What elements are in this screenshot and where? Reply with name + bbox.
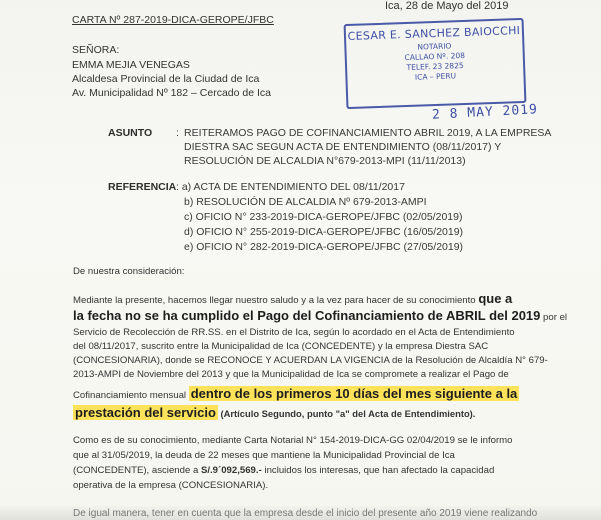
asunto-line-1: REITERAMOS PAGO DE COFINANCIAMIENTO ABRIL 2019, A LA EMPRESA (184, 127, 552, 139)
notary-street: CALLAO Nº. 208 (404, 50, 466, 63)
highlighted-service: prestación del servicio (75, 405, 216, 420)
notary-name: CESAR E. SANCHEZ BAIOCCHI (347, 24, 521, 44)
greeting: De nuestra consideración: (73, 266, 185, 277)
body-paragraph-1-line-1 (73, 291, 512, 306)
p2-text: incluidos los interesas, que han afectado la capacidad (261, 465, 495, 476)
received-date-stamp: 2 8 MAY 2019 (431, 102, 539, 123)
highlighted-deadline: dentro de los primeros 10 días del mes siguiente a la (190, 386, 518, 401)
notary-title: NOTARIO (417, 41, 452, 52)
body-paragraph-1-line-7 (73, 386, 519, 401)
referencia-label: REFERENCIA (108, 181, 177, 193)
addressee-role: Alcaldesa Provincial de la Ciudad de Ica (72, 73, 260, 85)
body-paragraph-2-line-3 (73, 465, 494, 476)
referencia-item-a: : a) ACTA DE ENTENDIMIENTO DEL 08/11/2017 (176, 181, 405, 193)
addressee-name: EMMA MEJIA VENEGAS (72, 59, 190, 71)
referencia-item-b: b) RESOLUCIÓN DE ALCALDIA Nº 679-2013-AMPI (184, 196, 427, 208)
referencia-item-e: e) OFICIO N° 282-2019-DICA-GEROPE/JFBC (27/05/2019) (184, 241, 464, 253)
p1-text: por el (540, 312, 568, 323)
p1-article-note: (Artículo Segundo, punto "a" del Acta de Entendimiento). (217, 408, 476, 419)
body-paragraph-2-line-2: que al 31/05/2019, la deuda de 22 meses que mantiene la Municipalidad Provincial de Ica (73, 450, 455, 461)
body-paragraph-1-line-5: (CONCESIONARIA), donde se RECONOCE Y ACUERDAN LA VIGENCIA de la Resolución de Alcaldía N° 679- (73, 355, 548, 366)
asunto-line-3: RESOLUCIÓN DE ALCALDIA N°679-2013-MPI (11/11/2013) (184, 155, 466, 167)
body-paragraph-1-line-6: 2013-AMPI de Noviembre del 2013 y que la Municipalidad de Ica se compromete a realizar el Pago de (73, 369, 509, 380)
referencia-item-d: d) OFICIO N° 255-2019-DICA-GEROPE/JFBC (16/05/2019) (184, 226, 464, 238)
p1-emphasis: que a (478, 291, 513, 306)
body-paragraph-2-line-4: operativa de la empresa (CONCESIONARIA). (73, 480, 269, 491)
debt-amount: S/.9´092,569.- (200, 465, 262, 476)
addressee-address: Av. Municipalidad Nº 182 – Cercado de Ica (72, 87, 271, 99)
letter-date: Ica, 28 de Mayo del 2019 (385, 0, 509, 12)
salutation: SEÑORA: (72, 44, 120, 56)
asunto-colon: : (176, 127, 179, 139)
notary-stamp (344, 18, 527, 109)
body-paragraph-2-line-1: Como es de su conocimiento, mediante Carta Notarial N° 154-2019-DICA-GG 02/04/2019 se le informo (73, 435, 513, 446)
asunto-line-2: DIESTRA SAC SEGUN ACTA DE ENTENDIMIENTO (08/11/2017) Y (184, 141, 502, 153)
asunto-label: ASUNTO (108, 127, 153, 139)
p1-text: Cofinanciamiento mensual (73, 390, 189, 401)
referencia-item-c: c) OFICIO N° 233-2019-DICA-GEROPE/JFBC (02/05/2019) (184, 211, 463, 223)
body-paragraph-1-line-4: del 08/11/2017, suscrito entre la Municipalidad de Ica (CONCEDENTE) y la empresa Diestra SAC (73, 341, 489, 352)
cut-off-paragraph: De igual manera, tener en cuenta que la empresa desde el inicio del presente año 2019 viene realizando (73, 508, 538, 519)
body-paragraph-1-line-3: Servicio de Recolección de RR.SS. en el Distrito de Ica, según lo acordado en el Acta de Entendimiento (73, 327, 515, 338)
body-paragraph-1-line-8 (73, 405, 475, 420)
body-paragraph-1-line-2 (73, 308, 567, 323)
p2-text: (CONCEDENTE), asciende a (73, 465, 201, 476)
notary-city: ICA – PERU (414, 71, 457, 82)
notary-phone: TELEF. 23 2825 (406, 61, 464, 72)
p1-text: Mediante la presente, hacemos llegar nuestro saludo y a la vez para hacer de su conocimiento (73, 295, 479, 306)
letter-reference-number: CARTA Nº 287-2019-DICA-GEROPE/JFBC (72, 14, 274, 26)
p1-emphasis-line: la fecha no se ha cumplido el Pago del Cofinanciamiento de ABRIL del 2019 (73, 308, 541, 323)
